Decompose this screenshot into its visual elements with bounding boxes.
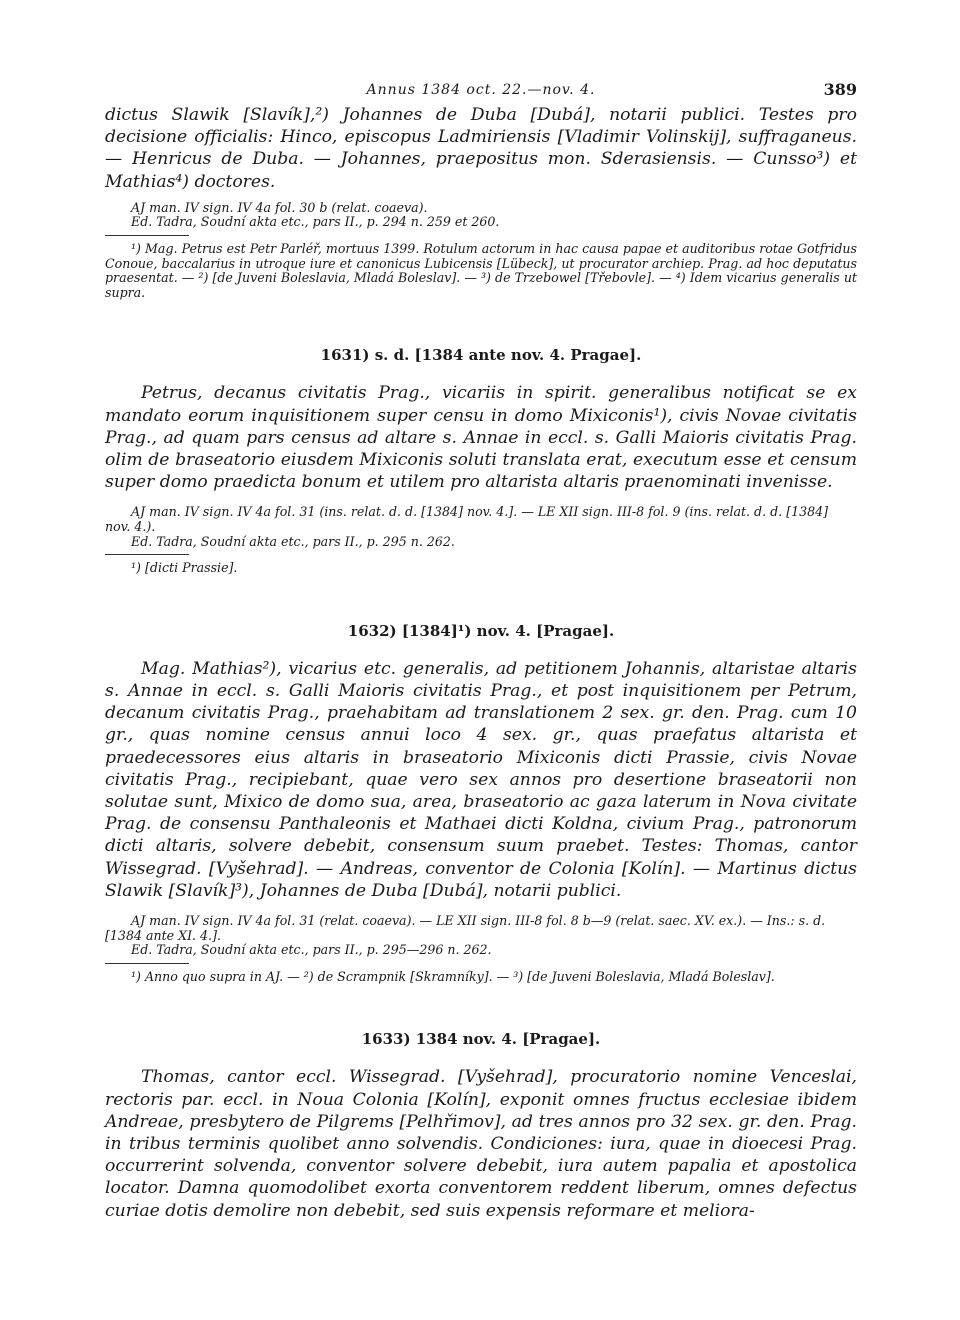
edition-note: Ed. Tadra, Soudní akta etc., pars II., p. 295 n. 262.	[131, 533, 455, 549]
footnotes: ¹) Anno quo supra in AJ. — ²) de Scrampnik [Skramníky]. — ³) [de Juveni Boleslavia, Mladá Boleslav].	[131, 968, 775, 984]
footnotes: ¹) [dicti Prassie].	[131, 560, 238, 576]
document-page	[105, 78, 857, 1222]
edition-note: Ed. Tadra, Soudní akta etc., pars II., p. 295—296 n. 262.	[131, 942, 492, 958]
source-note: AJ man. IV sign. IV 4a fol. 31 (ins. relat. d. d. [1384] nov. 4.]. — LE XII sign. III-8 fol. 9 (ins. relat. d. d. [1384] nov. 4.).	[105, 504, 829, 534]
footnotes: ¹) Mag. Petrus est Petr Parléř, mortuus 1399. Rotulum actorum in hac causa papae et auditoribus rotae Gotfridus Conoue, baccalarius in utroque iure et canonicus Lubicensis [Lübeck], ut procurator archiep. Prag. ad hoc deputatus praesentat. — ²) [de Juveni Boleslavia, Mladá Boleslav]. — ³) de Trzebowel [Třebovle]. — ⁴) Idem vicarius generalis ut supra.	[105, 241, 857, 300]
footnote-divider	[105, 963, 189, 964]
footnote-divider	[105, 235, 189, 236]
heading-text: 1631) s. d. [1384 ante nov. 4. Pragae].	[320, 346, 642, 365]
document-text: Mag. Mathias²), vicarius etc. generalis, ad petitionem Johannis, altaristae altaris s. Annae in eccl. s. Galli Maioris civitatis Prag., et post inquisitionem per Petrum, decanum civitatis Prag., praehabitam ad translationem 2 sex. gr. den. Prag. cum 10 gr., quas nomine census annui loco 4 sex. gr., quas praefatus altarista et praedecessores eius altaris in braseatorio Mixiconis dicti Prassie, civis Novae civitatis Prag., recipiebant, quae vero sex annos pro desertione braseatorii non solutae sunt, Mixico de domo sua, area, braseatorio ac gaza laterum in Nova civitate Prag. de consensu Panthaleonis et Mathaei dicti Koldna, civium Prag., patronorum dicti altaris, solvere debebit, consensum suum praebet. Testes: Thomas, cantor Wissegrad. [Vyšehrad]. — Andreas, conventor de Colonia [Kolín]. — Martinus dictus Slawik [Slavík]³), Johannes de Duba [Dubá], notarii publici.	[105, 658, 857, 901]
continued-text: dictus Slawik [Slavík],²) Johannes de Duba [Dubá], notarii publici. Testes pro decisione officialis: Hinco, episcopus Ladmiriensis [Vladimir Volinskij], suffraganeus. — Henricus de Duba. — Johannes, praepositus mon. Sderasiensis. — Cunsso³) et Mathias⁴) doctores.	[105, 105, 857, 192]
document-heading	[105, 1030, 857, 1048]
heading-text: 1632) [1384]¹) nov. 4. [Pragae].	[347, 621, 615, 640]
running-header	[105, 78, 857, 104]
running-title: Annus 1384 oct. 22.—nov. 4.	[366, 82, 596, 98]
document-text: Thomas, cantor eccl. Wissegrad. [Vyšehrad], procuratorio nomine Venceslai, rectoris par. eccl. in Noua Colonia [Kolín], exponit omnes fructus ecclesiae ibidem Andreae, presbytero de Pilgrems [Pelhřimov], ad tres annos pro 32 sex. gr. den. Prag. in tribus terminis quolibet anno solvendis. Condiciones: iura, quae in dioecesi Prag. occurrerint solvenda, conventor solvere debebit, iura autem papalia et apostolica locator. Damna quomodolibet exorta conventorem reddent liberum, omnes defectus curiae dotis demolire non debebit, sed suis expensis reformare et meliora-	[105, 1067, 857, 1221]
source-note: AJ man. IV sign. IV 4a fol. 31 (relat. coaeva). — LE XII sign. III-8 fol. 8 b—9 (relat. saec. XV. ex.). — Ins.: s. d. [1384 ante XI. 4.].	[105, 913, 826, 943]
heading-text: 1633) 1384 nov. 4. [Pragae].	[361, 1030, 601, 1049]
footnote-divider	[105, 554, 189, 555]
document-text: Petrus, decanus civitatis Prag., vicariis in spirit. generalibus notificat se ex mandato eorum inquisitionem super censu in domo Mixiconis¹), civis Novae civitatis Prag., ad quam pars census ad altare s. Annae in eccl. s. Galli Maioris civitatis Prag. olim de braseatorio eiusdem Mixiconis soluti translata erat, executum esse et censum super domo praedicta bonum et utilem pro altarista altaris praenominati invenisse.	[105, 383, 857, 493]
source-note: AJ man. IV sign. IV 4a fol. 30 b (relat. coaeva).	[131, 199, 428, 215]
document-heading	[105, 622, 857, 640]
document-heading	[105, 346, 857, 364]
edition-note: Ed. Tadra, Soudní akta etc., pars II., p. 294 n. 259 et 260.	[131, 214, 500, 230]
page-number: 389	[823, 80, 857, 99]
